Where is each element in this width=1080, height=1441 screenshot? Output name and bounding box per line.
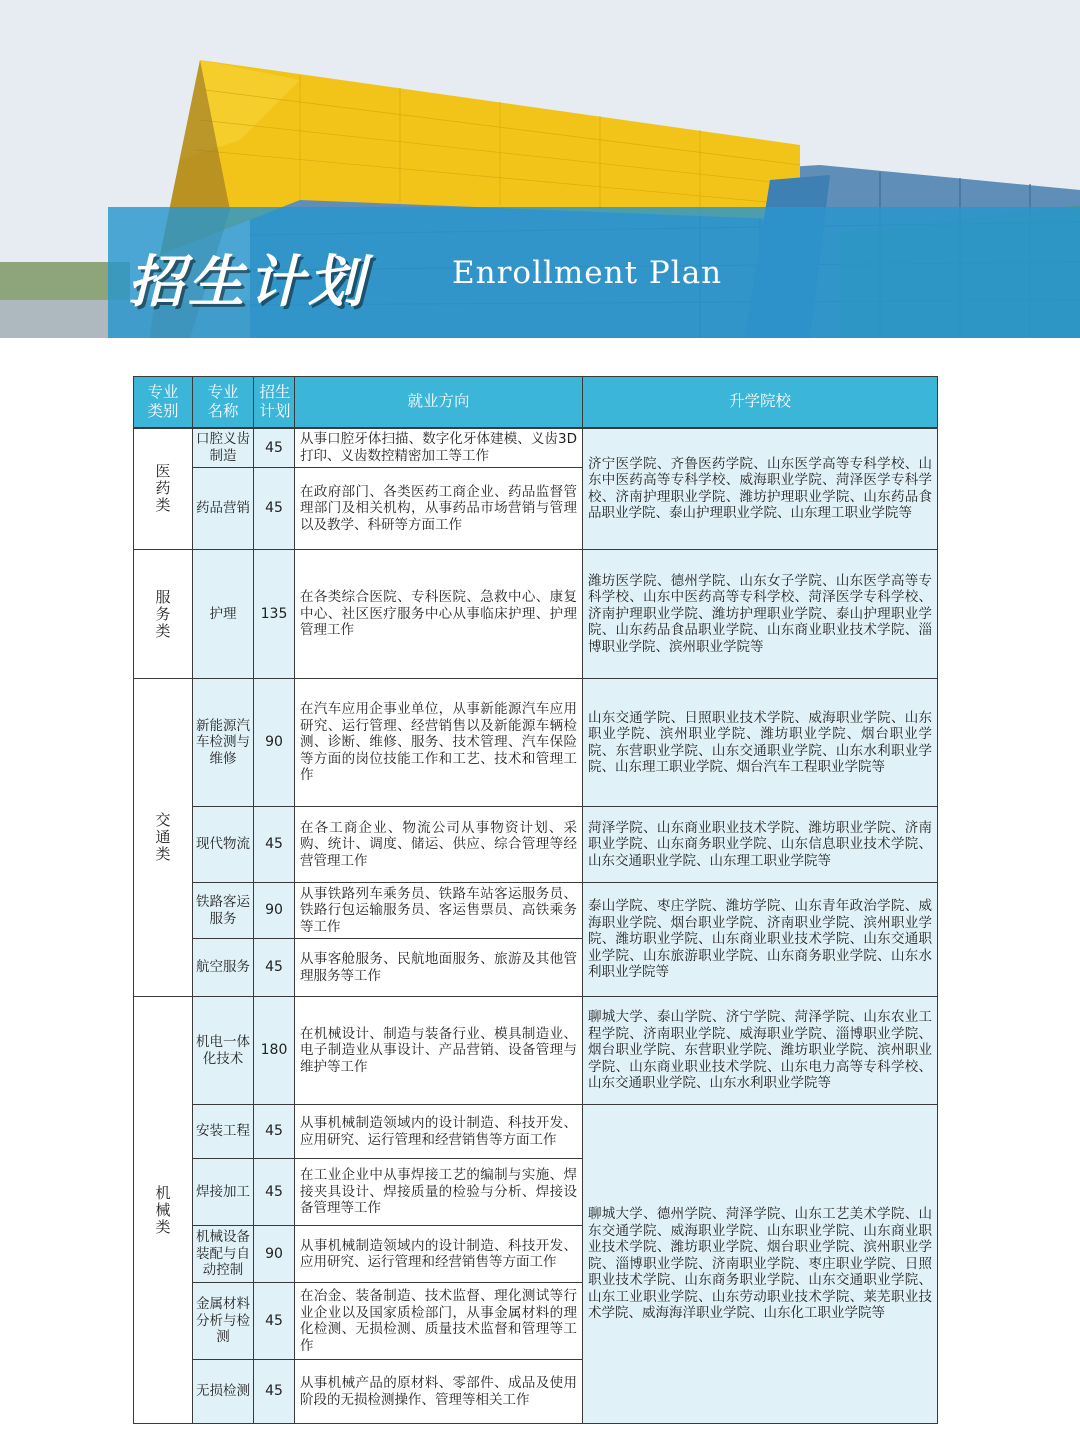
plan-count: 90 [254,1226,295,1283]
direction-cell: 从事机械产品的原材料、零部件、成品及使用阶段的无损检测操作、管理等相关工作 [295,1360,583,1424]
direction-cell: 在各类综合医院、专科医院、急救中心、康复中心、社区医疗服务中心从事临床护理、护理管理工作 [295,550,583,679]
direction-cell: 在各工商企业、物流公司从事物资计划、采购、统计、调度、储运、供应、综合管理等经营管理工作 [295,807,583,883]
category-cell: 服务类 [134,550,193,679]
table-row [134,428,938,468]
page-title: 招生计划 [128,250,368,315]
direction-cell: 在机械设计、制造与装备行业、模具制造业、电子制造业从事设计、产品营销、设备管理与维护等工作 [295,997,583,1105]
plan-count: 45 [254,1360,295,1424]
plan-count: 180 [254,997,295,1105]
major-name: 安装工程 [193,1105,254,1159]
direction-cell: 在工业企业中从事焊接工艺的编制与实施、焊接夹具设计、焊接质量的检验与分析、焊接设备管理等工作 [295,1159,583,1226]
plan-count: 45 [254,1283,295,1360]
schools-cell: 泰山学院、枣庄学院、潍坊学院、山东青年政治学院、威海职业学院、烟台职业学院、济南职业学院、滨州职业学院、潍坊职业学院、山东商业职业技术学院、山东交通职业学院、山东旅游职业学院、山东商务职业学院、山东水利职业学院等 [583,883,938,997]
category-cell: 交通类 [134,679,193,997]
major-name: 口腔义齿制造 [193,428,254,468]
header-category: 专业类别 [134,377,193,428]
table-row [134,997,938,1105]
schools-cell: 山东交通学院、日照职业技术学院、威海职业学院、山东职业学院、滨州职业学院、潍坊职业学院、烟台职业学院、东营职业学院、山东交通职业学院、山东水利职业学院、山东理工职业学院、烟台汽车工程职业学院等 [583,679,938,807]
major-name: 机械设备装配与自动控制 [193,1226,254,1283]
category-cell: 机械类 [134,997,193,1424]
category-cell: 医药类 [134,428,193,550]
enrollment-table [133,376,938,1424]
schools-cell: 潍坊医学院、德州学院、山东女子学院、山东医学高等专科学校、山东中医药高等专科学校、菏泽医学专科学校、济南护理职业学院、潍坊护理职业学院、泰山护理职业学院、山东药品食品职业学院、山东商业职业技术学院、淄博职业学院、滨州职业学院等 [583,550,938,679]
plan-count: 45 [254,807,295,883]
plan-count: 45 [254,939,295,997]
direction-cell: 从事机械制造领域内的设计制造、科技开发、应用研究、运行管理和经营销售等方面工作 [295,1105,583,1159]
major-name: 铁路客运服务 [193,883,254,939]
direction-cell: 在政府部门、各类医药工商企业、药品监督管理部门及相关机构，从事药品市场营销与管理以及教学、科研等方面工作 [295,468,583,550]
plan-count: 90 [254,679,295,807]
schools-cell: 济宁医学院、齐鲁医药学院、山东医学高等专科学校、山东中医药高等专科学校、威海职业学院、菏泽医学专科学校、济南护理职业学院、潍坊护理职业学院、山东药品食品职业学院、泰山护理职业学院、山东理工职业学院等 [583,428,938,550]
direction-cell: 从事铁路列车乘务员、铁路车站客运服务员、铁路行包运输服务员、客运售票员、高铁乘务等工作 [295,883,583,939]
header-major: 专业名称 [193,377,254,428]
direction-cell: 从事口腔牙体扫描、数字化牙体建模、义齿3D 打印、义齿数控精密加工等工作 [295,428,583,468]
direction-cell: 在汽车应用企事业单位，从事新能源汽车应用研究、运行管理、经营销售以及新能源车辆检测、诊断、维修、服务、技术管理、汽车保险等方面的岗位技能工作和工艺、技术和管理工作 [295,679,583,807]
plan-count: 135 [254,550,295,679]
header-banner-image [0,0,1080,338]
table-row [134,883,938,939]
schools-cell: 聊城大学、德州学院、菏泽学院、山东工艺美术学院、山东交通学院、威海职业学院、山东职业学院、山东商业职业技术学院、潍坊职业学院、烟台职业学院、滨州职业学院、淄博职业学院、济南职业学院、枣庄职业学院、日照职业技术学院、山东商务职业学院、山东交通职业学院、山东工业职业学院、山东劳动职业技术学院、莱芜职业技术学院、威海海洋职业学院、山东化工职业学院等 [583,1105,938,1424]
major-name: 机电一体化技术 [193,997,254,1105]
enrollment-table-container [133,376,937,1424]
major-name: 焊接加工 [193,1159,254,1226]
major-name: 无损检测 [193,1360,254,1424]
direction-cell: 从事客舱服务、民航地面服务、旅游及其他管理服务等工作 [295,939,583,997]
major-name: 金属材料分析与检测 [193,1283,254,1360]
table-row [134,550,938,679]
direction-cell: 在冶金、装备制造、技术监督、理化测试等行业企业以及国家质检部门，从事金属材料的理化检测、无损检测、质量技术监督和管理等工作 [295,1283,583,1360]
major-name: 药品营销 [193,468,254,550]
header-direction: 就业方向 [295,377,583,428]
schools-cell: 菏泽学院、山东商业职业技术学院、潍坊职业学院、济南职业学院、山东商务职业学院、山东信息职业技术学院、山东交通职业学院、山东理工职业学院等 [583,807,938,883]
header-plan: 招生计划 [254,377,295,428]
direction-cell: 从事机械制造领域内的设计制造、科技开发、应用研究、运行管理和经营销售等方面工作 [295,1226,583,1283]
major-name: 新能源汽车检测与维修 [193,679,254,807]
plan-count: 90 [254,883,295,939]
table-row [134,807,938,883]
major-name: 航空服务 [193,939,254,997]
plan-count: 45 [254,1159,295,1226]
table-row [134,1105,938,1159]
table-header-row [134,377,938,428]
schools-cell: 聊城大学、泰山学院、济宁学院、菏泽学院、山东农业工程学院、济南职业学院、威海职业学院、淄博职业学院、烟台职业学院、东营职业学院、潍坊职业学院、滨州职业学院、山东商业职业技术学院、山东电力高等专科学校、山东交通职业学院、山东水利职业学院等 [583,997,938,1105]
plan-count: 45 [254,1105,295,1159]
table-row [134,679,938,807]
plan-count: 45 [254,468,295,550]
major-name: 现代物流 [193,807,254,883]
plan-count: 45 [254,428,295,468]
page-subtitle: Enrollment Plan [452,255,723,291]
major-name: 护理 [193,550,254,679]
header-schools: 升学院校 [583,377,938,428]
